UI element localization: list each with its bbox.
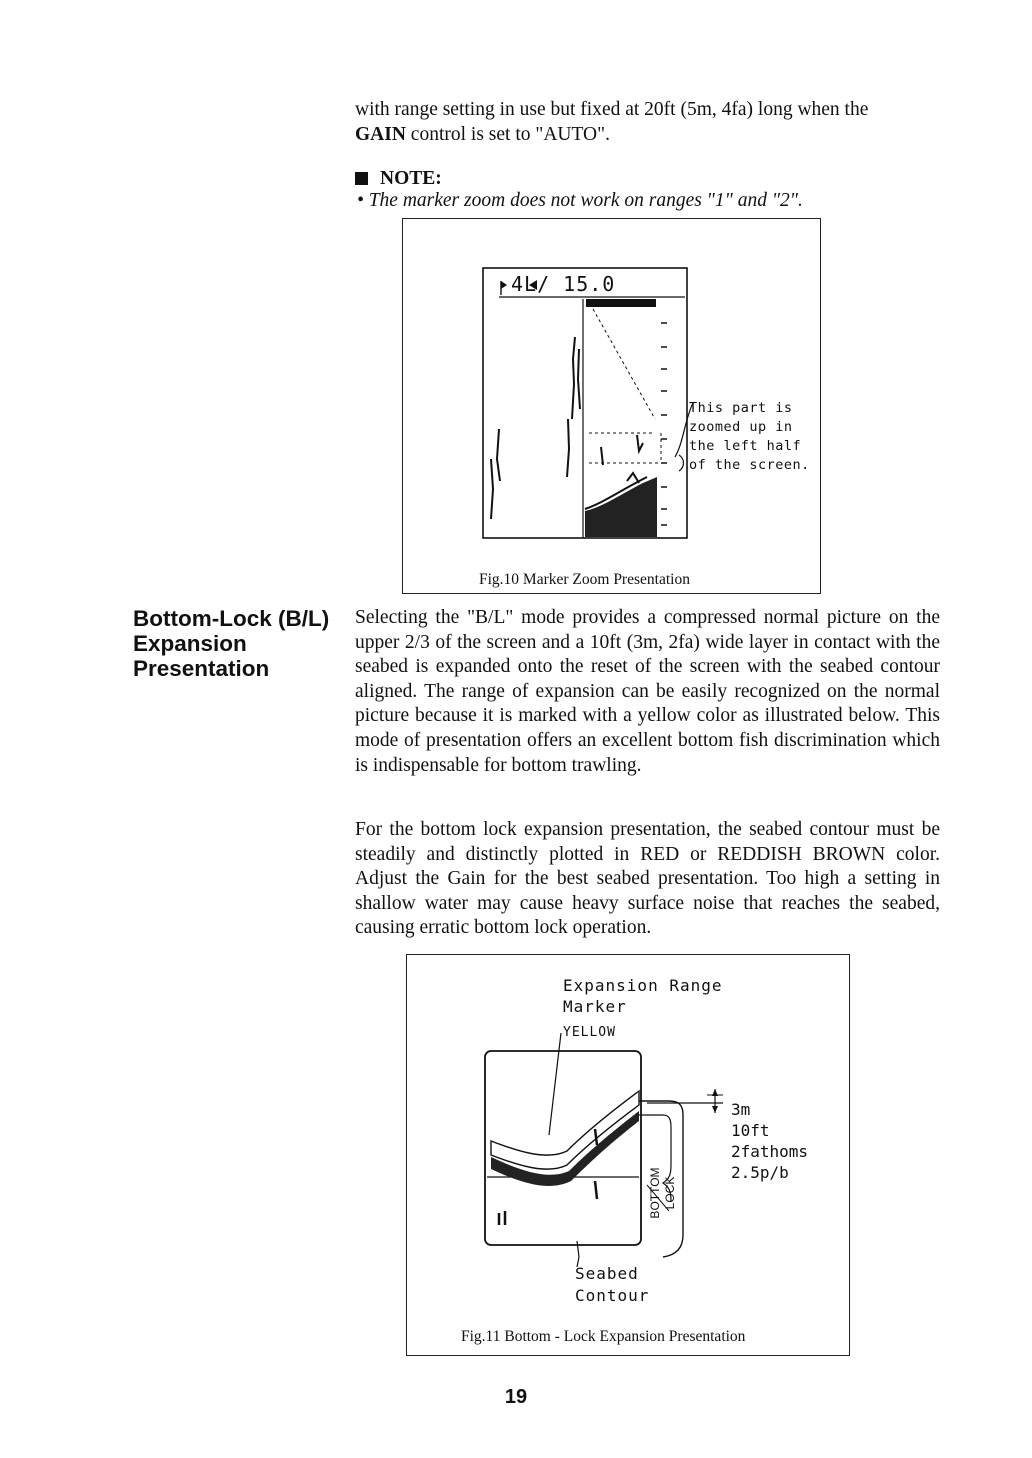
fish-echoes-left: [491, 337, 580, 519]
figure-10-marker-zoom: [402, 218, 821, 594]
zoom-guide-lines: [589, 309, 661, 463]
intro-line-2-rest: control is set to "AUTO".: [405, 123, 610, 145]
yellow-label: YELLOW: [563, 1025, 616, 1040]
range-value: 10ft: [731, 1121, 770, 1140]
yellow-leader-line: [549, 1033, 561, 1135]
range-value: 2.5p/b: [731, 1163, 789, 1182]
square-bullet-icon: [355, 172, 368, 185]
annotation-line: zoomed up in: [689, 419, 793, 435]
seabed-label-line: Contour: [575, 1286, 650, 1305]
depth-scale-ticks: [661, 323, 667, 525]
range-values: [731, 1099, 808, 1183]
screen-header-readout: 4L/ 15.0: [511, 272, 616, 296]
range-value: 3m: [731, 1100, 751, 1119]
seabed-echo: [585, 477, 657, 537]
seabed-label-line: Seabed: [575, 1264, 639, 1283]
expansion-label-line: Expansion Range: [563, 976, 723, 995]
page-number: 19: [504, 1386, 528, 1408]
note-text: • The marker zoom does not work on ranges "1" and "2".: [357, 190, 803, 211]
section-paragraph-1: Selecting the "B/L" mode provides a compressed normal picture on the upper 2/3 of the screen and a 10ft (3m, 2fa) wide layer in contact with the seabed is expanded onto the reset of the screen with the seabed contour aligned. The range of expansion can be easily recognized on the normal picture because it is marked with a yellow color as illustrated below. This mode of presentation offers an excellent bottom fish discrimination which is indispensable for bottom trawling.: [355, 607, 940, 776]
fish-echoes-right: [601, 435, 643, 483]
range-value: 2fathoms: [731, 1142, 809, 1161]
figure-10-caption: Fig.10 Marker Zoom Presentation: [479, 571, 690, 588]
expansion-label-line: Marker: [563, 997, 627, 1016]
seabed-contour-label: [575, 1263, 649, 1307]
annotation-line: of the screen.: [689, 457, 810, 473]
expansion-range-label: [563, 975, 723, 1017]
section-heading: Bottom-Lock (B/L) Expansion Presentation: [133, 606, 330, 681]
flag-icon: [501, 281, 507, 289]
gain-keyword: GAIN: [355, 123, 406, 145]
bottom-lock-vertical-label: [648, 1148, 688, 1238]
intro-line-2: [355, 123, 940, 148]
figure-11-caption: Fig.11 Bottom - Lock Expansion Presentation: [461, 1328, 746, 1345]
intro-line-1: with range setting in use but fixed at 20ft (5m, 4fa) long when the: [355, 99, 869, 120]
zoom-marker-bar: [586, 299, 656, 307]
zoom-annotation: [689, 399, 810, 475]
vertical-label-line: LOCK: [663, 1176, 677, 1210]
intro-paragraph: [355, 98, 940, 147]
figure-11-bottom-lock: [406, 954, 850, 1356]
note-heading-text: NOTE:: [380, 168, 442, 189]
section-paragraph-2: For the bottom lock expansion presentation, the seabed contour must be steadily and distinctly plotted in RED or REDDISH BROWN color. Adjust the Gain for the best seabed presentation. Too high a setting in shallow water may cause heavy surface noise that reaches the seabed, causing erratic bottom lock operation.: [355, 819, 940, 939]
vertical-label-line: BOTTOM: [648, 1167, 662, 1219]
note-heading: [355, 168, 442, 190]
annotation-line: the left half: [689, 438, 802, 454]
annotation-line: This part is: [689, 400, 793, 416]
